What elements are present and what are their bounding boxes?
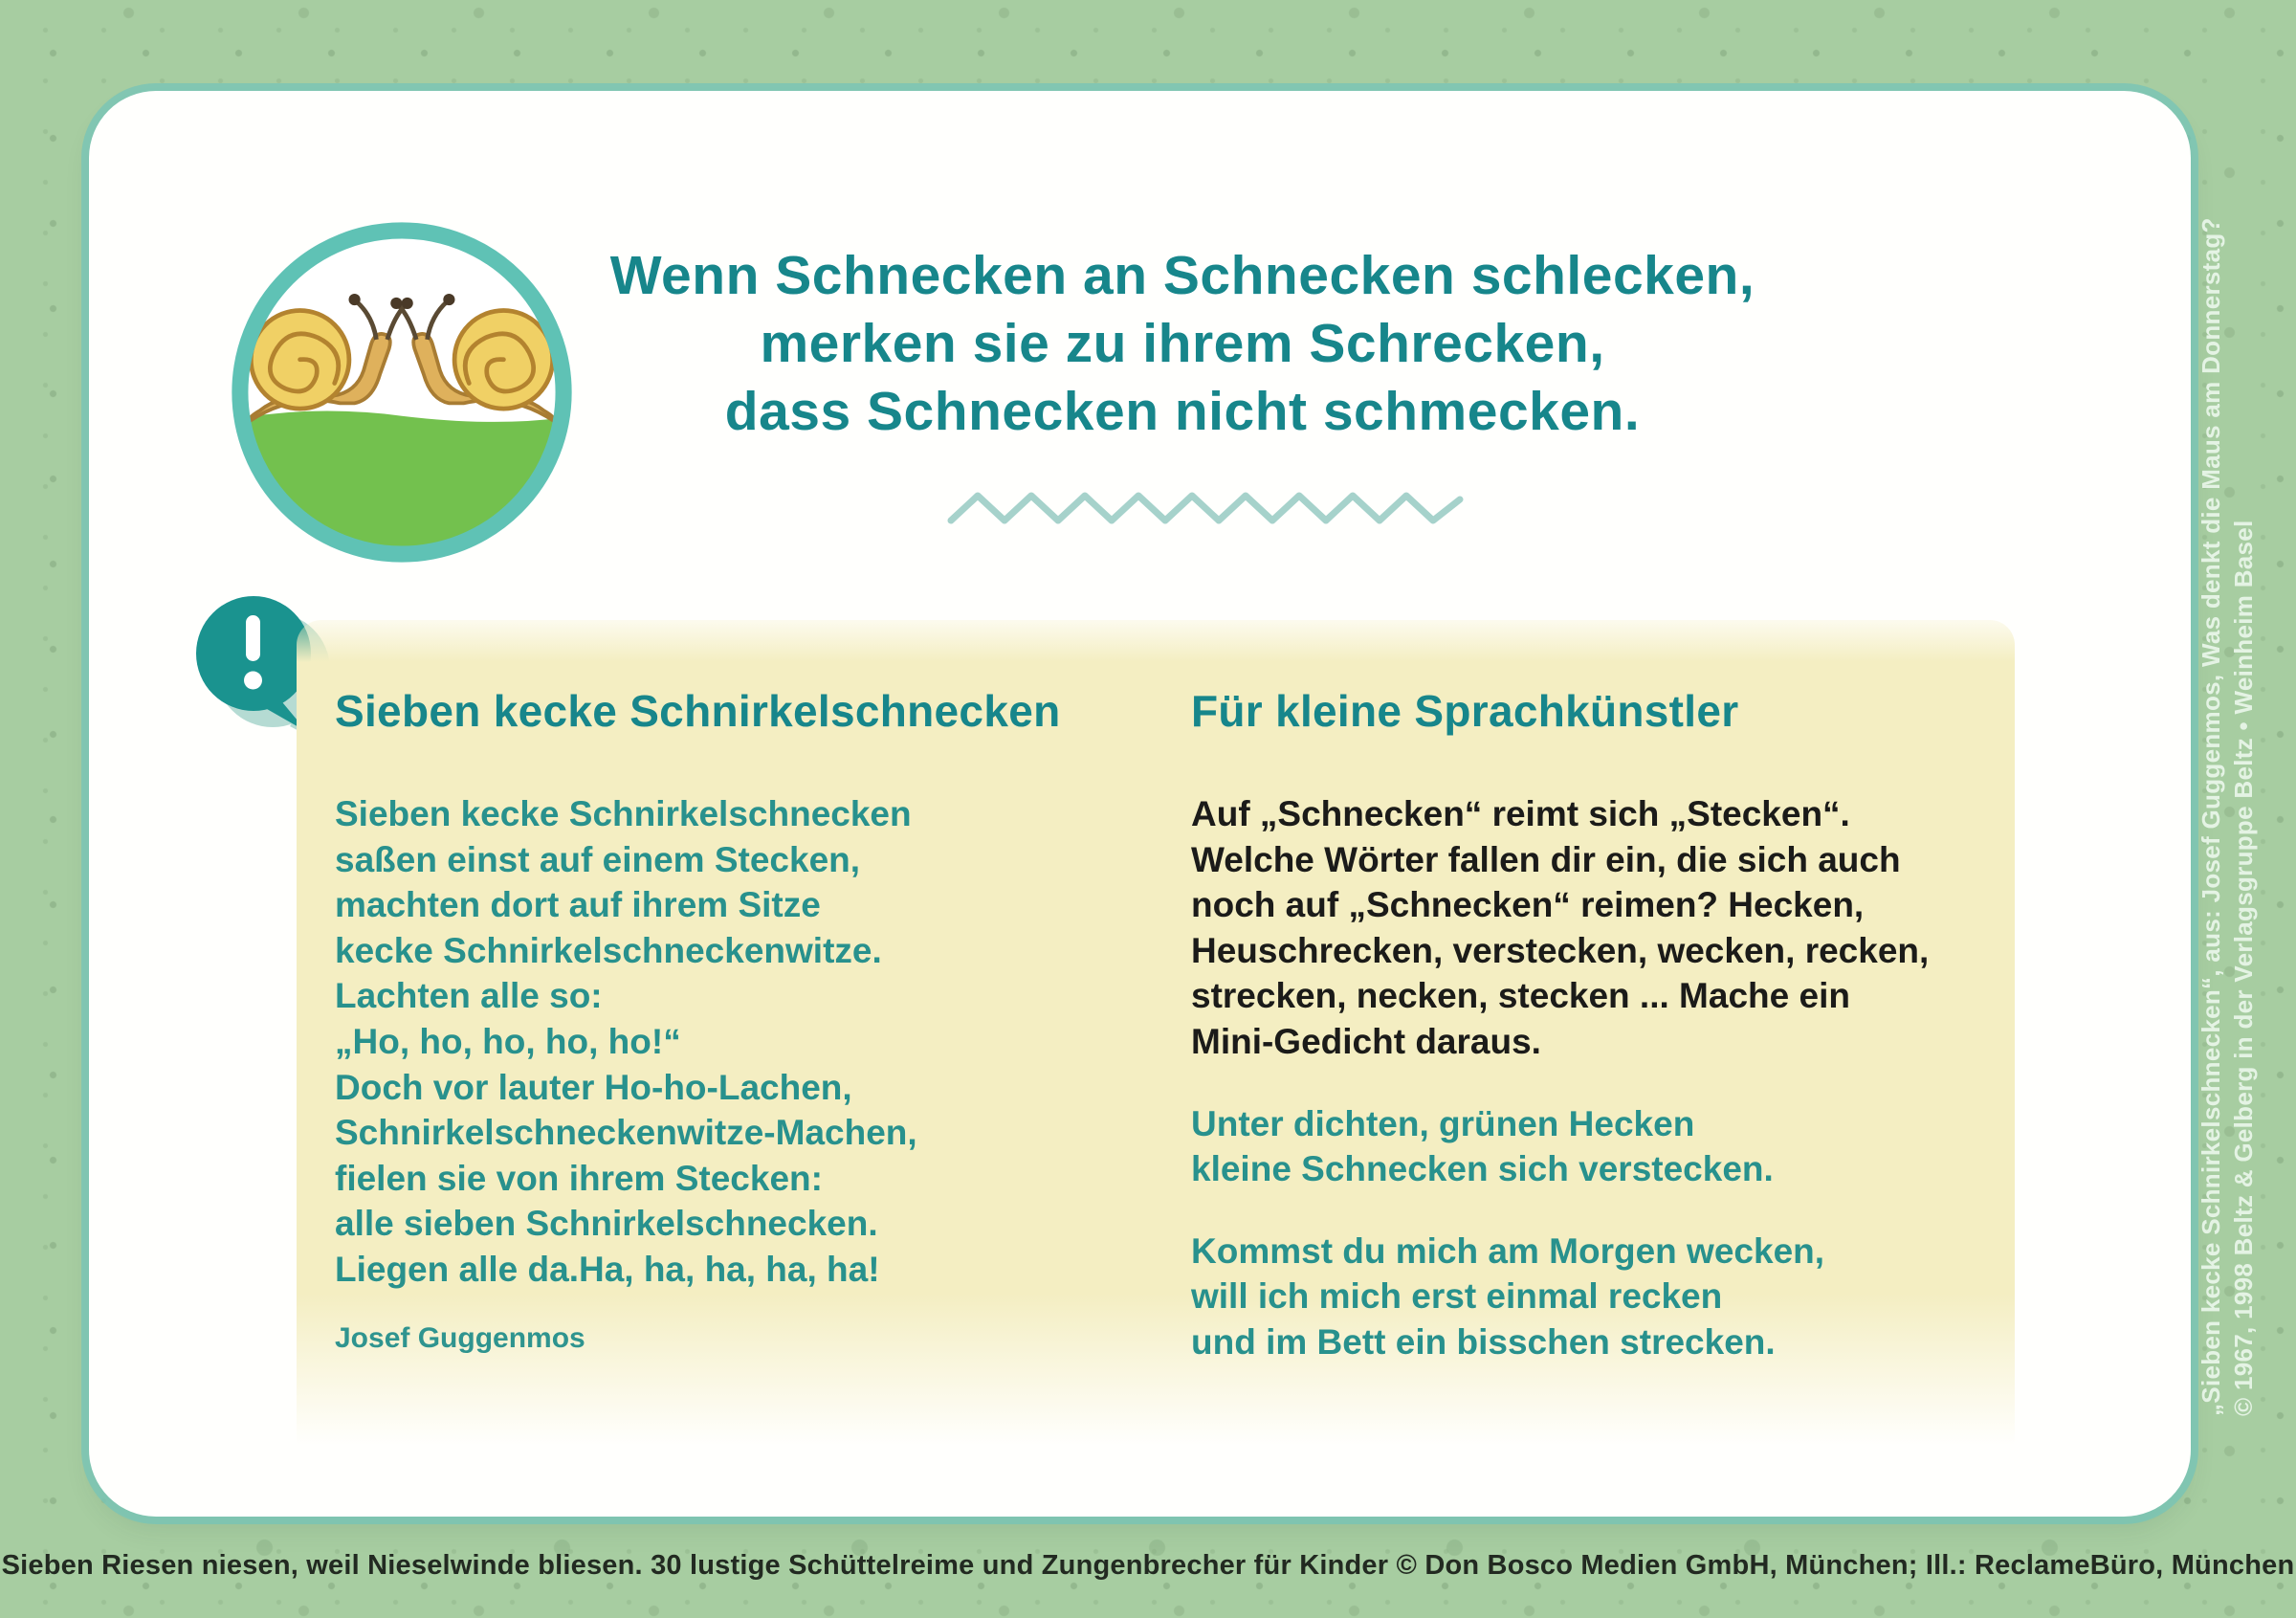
zigzag-divider-icon [947,488,1466,528]
side-copyright-line-2: © 1967, 1998 Beltz & Gelberg in der Verlagsgruppe Beltz • Weinheim Basel [2229,520,2258,1416]
activity-heading: Für kleine Sprachkünstler [1191,686,1739,736]
side-copyright-note [2195,217,2260,1416]
poem-author: Josef Guggenmos [335,1321,585,1354]
footer-credit: Sieben Riesen niesen, weil Nieselwinde bliesen. 30 lustige Schüttelreime und Zungenbrecher für Kinder © Don Bosco Medien GmbH, München; Ill.: ReclameBüro, München [1,1550,2295,1581]
activity-intro-text: Auf „Schnecken“ reimt sich „Stecken“. Welche Wörter fallen dir ein, die sich auch noch auf „Schnecken“ reimen? Hecken, Heuschrecken, verstecken, wecken, recken, strecken, necken, stecken ... Mache ein Mini-Gedicht daraus. [1191,794,1930,1061]
card [89,91,2191,1517]
content-panel [297,620,2015,1462]
activity-verse-2: Kommst du mich am Morgen wecken, will ich mich erst einmal recken und im Bett ein bisschen strecken. [1191,1230,1825,1362]
poem-heading: Sieben kecke Schnirkelschnecken [335,686,1061,736]
poem-column [335,684,1167,1392]
activity-verse-1: Unter dichten, grünen Hecken kleine Schnecken sich verstecken. [1191,1103,1774,1189]
activity-column [1191,684,2015,1402]
side-copyright-line-1: „Sieben kecke Schnirkelschnecken“, aus: Josef Guggenmos, Was denkt die Maus am Donnerstag? [2197,217,2225,1416]
tongue-twister-title: Wenn Schnecken an Schnecken schlecken, merken sie zu ihrem Schrecken, dass Schnecken nicht schmecken. [609,245,1755,442]
poem-text: Sieben kecke Schnirkelschnecken saßen einst auf einem Stecken, machten dort auf ihrem Sitze kecke Schnirkelschneckenwitze. Lachten alle so: „Ho, ho, ho, ho, ho!“ Doch vor lauter Ho-ho-Lachen, Schnirkelschneckenwitze-Machen, fielen sie von ihrem Stecken: alle sieben Schnirkelschnecken. Liegen alle da.Ha, ha, ha, ha, ha! [335,794,917,1289]
